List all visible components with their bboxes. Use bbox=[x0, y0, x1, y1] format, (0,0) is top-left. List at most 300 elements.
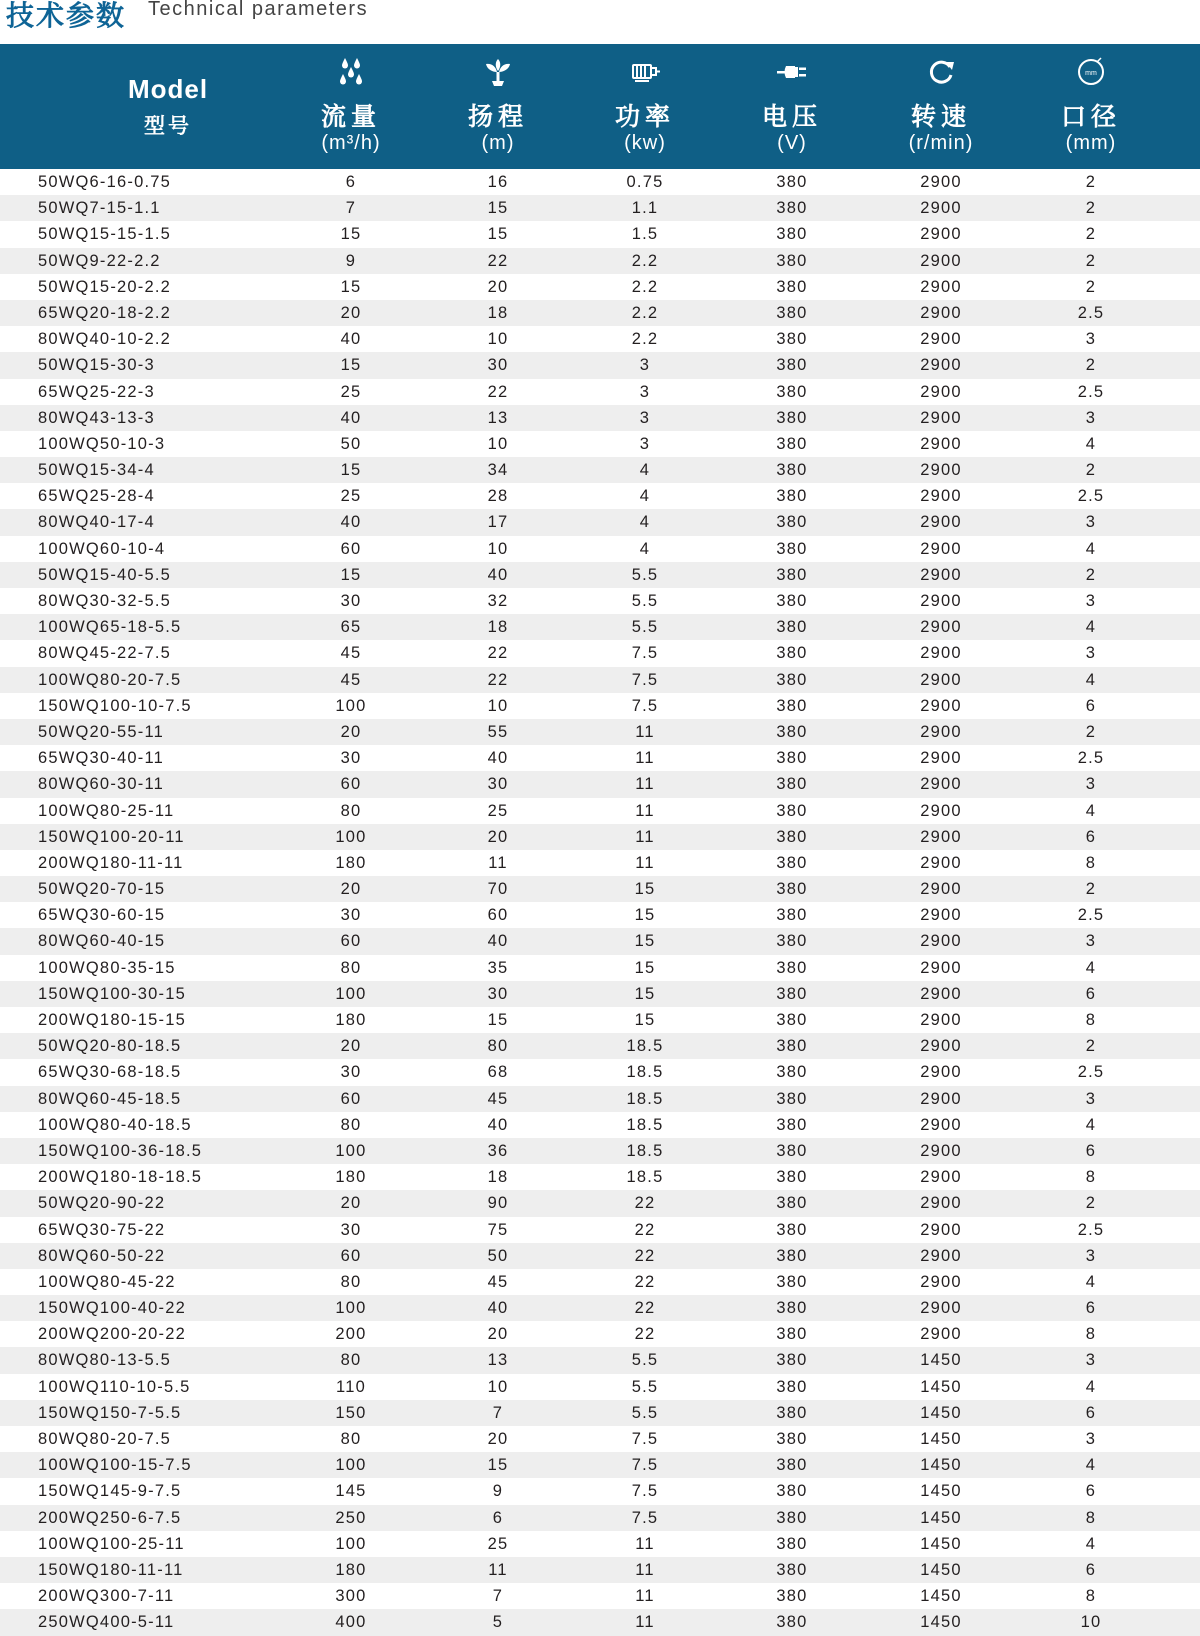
table-row bbox=[0, 1609, 1200, 1635]
cell-speed: 2900 bbox=[920, 199, 962, 218]
cell-head: 30 bbox=[487, 775, 509, 794]
cell-diameter: 8 bbox=[1085, 1587, 1097, 1606]
cell-model: 100WQ80-45-22 bbox=[38, 1272, 176, 1291]
header-diameter-unit: (mm) bbox=[1065, 132, 1117, 154]
cell-speed: 2900 bbox=[920, 513, 962, 532]
cell-voltage: 380 bbox=[776, 434, 808, 453]
cell-speed: 1450 bbox=[920, 1430, 962, 1448]
cell-diameter: 6 bbox=[1085, 696, 1097, 715]
cell-model: 80WQ40-17-4 bbox=[38, 513, 155, 532]
cell-head: 40 bbox=[487, 1299, 509, 1318]
cell-power: 22 bbox=[634, 1194, 656, 1213]
table-row bbox=[0, 667, 1200, 693]
cell-diameter: 3 bbox=[1085, 1089, 1097, 1108]
cell-flow: 9 bbox=[345, 251, 357, 270]
cell-head: 7 bbox=[492, 1587, 504, 1606]
cell-power: 22 bbox=[634, 1246, 656, 1265]
header-voltage bbox=[737, 44, 847, 169]
cell-voltage: 380 bbox=[776, 199, 808, 218]
cell-power: 3 bbox=[639, 408, 651, 427]
table-row bbox=[0, 1269, 1200, 1295]
cell-model: 150WQ150-7-5.5 bbox=[38, 1403, 182, 1422]
cell-diameter: 3 bbox=[1085, 1430, 1097, 1448]
cell-power: 5.5 bbox=[631, 592, 659, 610]
cell-flow: 15 bbox=[340, 225, 362, 244]
cell-voltage: 380 bbox=[776, 330, 808, 349]
cell-head: 80 bbox=[487, 1037, 509, 1056]
cell-diameter: 3 bbox=[1085, 330, 1097, 349]
cell-diameter: 4 bbox=[1085, 958, 1097, 977]
cell-diameter: 2.5 bbox=[1077, 487, 1105, 506]
cell-diameter: 10 bbox=[1080, 1613, 1102, 1632]
cell-speed: 2900 bbox=[920, 487, 962, 506]
cell-speed: 2900 bbox=[920, 1063, 962, 1082]
cell-diameter: 3 bbox=[1085, 513, 1097, 532]
table-row bbox=[0, 1190, 1200, 1216]
cell-power: 7.5 bbox=[631, 670, 659, 689]
header-voltage-label: 电压 bbox=[761, 102, 822, 131]
cell-diameter: 2 bbox=[1085, 1037, 1097, 1056]
table-row bbox=[0, 1217, 1200, 1243]
cell-head: 15 bbox=[487, 199, 509, 218]
cell-diameter: 4 bbox=[1085, 618, 1097, 637]
cell-head: 9 bbox=[492, 1482, 504, 1501]
cell-diameter: 3 bbox=[1085, 775, 1097, 794]
cell-model: 80WQ30-32-5.5 bbox=[38, 592, 171, 610]
cell-flow: 100 bbox=[335, 827, 367, 846]
header-flow-unit: (m³/h) bbox=[321, 132, 381, 154]
cell-diameter: 2 bbox=[1085, 225, 1097, 244]
cell-model: 50WQ20-90-22 bbox=[38, 1194, 166, 1213]
cell-head: 34 bbox=[487, 461, 509, 480]
cell-voltage: 380 bbox=[776, 880, 808, 899]
header-speed-unit: (r/min) bbox=[908, 132, 974, 154]
table-row bbox=[0, 562, 1200, 588]
cell-flow: 80 bbox=[340, 1430, 362, 1448]
cell-head: 35 bbox=[487, 958, 509, 977]
cell-diameter: 4 bbox=[1085, 1534, 1097, 1553]
cell-head: 70 bbox=[487, 880, 509, 899]
cell-head: 40 bbox=[487, 749, 509, 768]
cell-model: 200WQ180-15-15 bbox=[38, 1011, 186, 1029]
cell-voltage: 380 bbox=[776, 749, 808, 768]
cell-head: 32 bbox=[487, 592, 509, 610]
cell-diameter: 8 bbox=[1085, 1011, 1097, 1029]
cell-power: 3 bbox=[639, 356, 651, 375]
cell-speed: 2900 bbox=[920, 932, 962, 951]
cell-voltage: 380 bbox=[776, 303, 808, 322]
table-row bbox=[0, 1531, 1200, 1557]
table-row bbox=[0, 614, 1200, 640]
page-title: 技术参数 bbox=[6, 0, 127, 32]
table-row bbox=[0, 326, 1200, 352]
cell-model: 50WQ15-40-5.5 bbox=[38, 565, 171, 584]
cell-voltage: 380 bbox=[776, 225, 808, 244]
cell-power: 2.2 bbox=[631, 303, 659, 322]
cell-flow: 100 bbox=[335, 1534, 367, 1553]
cell-model: 100WQ50-10-3 bbox=[38, 434, 166, 453]
cell-head: 13 bbox=[487, 408, 509, 427]
cell-flow: 30 bbox=[340, 906, 362, 925]
cell-model: 100WQ65-18-5.5 bbox=[38, 618, 182, 637]
cell-speed: 2900 bbox=[920, 880, 962, 899]
cell-model: 150WQ100-10-7.5 bbox=[38, 696, 192, 715]
cell-voltage: 380 bbox=[776, 1508, 808, 1527]
cell-speed: 2900 bbox=[920, 827, 962, 846]
cell-speed: 2900 bbox=[920, 225, 962, 244]
cell-power: 18.5 bbox=[626, 1037, 664, 1056]
cell-voltage: 380 bbox=[776, 1115, 808, 1134]
cell-diameter: 6 bbox=[1085, 984, 1097, 1003]
table-row bbox=[0, 1086, 1200, 1112]
table-row bbox=[0, 745, 1200, 771]
cell-diameter: 3 bbox=[1085, 592, 1097, 610]
cell-power: 18.5 bbox=[626, 1063, 664, 1082]
header-voltage-unit: (V) bbox=[777, 132, 807, 154]
cell-power: 4 bbox=[639, 487, 651, 506]
cell-head: 18 bbox=[487, 303, 509, 322]
cell-power: 5.5 bbox=[631, 618, 659, 637]
cell-flow: 25 bbox=[340, 487, 362, 506]
cell-head: 10 bbox=[487, 434, 509, 453]
table-row bbox=[0, 588, 1200, 614]
cell-voltage: 380 bbox=[776, 722, 808, 741]
caliber-icon bbox=[1075, 56, 1107, 88]
cell-flow: 180 bbox=[335, 1011, 367, 1029]
cell-voltage: 380 bbox=[776, 408, 808, 427]
cell-flow: 30 bbox=[340, 592, 362, 610]
plug-icon bbox=[776, 56, 808, 88]
cell-head: 22 bbox=[487, 670, 509, 689]
cell-speed: 2900 bbox=[920, 749, 962, 768]
cell-voltage: 380 bbox=[776, 853, 808, 872]
cell-speed: 2900 bbox=[920, 565, 962, 584]
cell-voltage: 380 bbox=[776, 1613, 808, 1632]
table-row bbox=[0, 1138, 1200, 1164]
cell-head: 11 bbox=[488, 853, 508, 872]
cell-model: 50WQ15-20-2.2 bbox=[38, 277, 171, 296]
cell-speed: 2900 bbox=[920, 461, 962, 480]
cell-voltage: 380 bbox=[776, 932, 808, 951]
cell-flow: 60 bbox=[340, 1089, 362, 1108]
cell-power: 22 bbox=[634, 1325, 656, 1344]
cell-diameter: 6 bbox=[1085, 1299, 1097, 1318]
cell-power: 11 bbox=[635, 1613, 655, 1632]
cell-power: 2.2 bbox=[631, 251, 659, 270]
cell-flow: 110 bbox=[336, 1377, 366, 1396]
cell-head: 15 bbox=[487, 1011, 509, 1029]
cell-model: 50WQ15-34-4 bbox=[38, 461, 155, 480]
cell-speed: 2900 bbox=[920, 251, 962, 270]
cell-head: 25 bbox=[487, 1534, 509, 1553]
table-row bbox=[0, 1426, 1200, 1452]
header-power bbox=[590, 44, 700, 169]
cell-voltage: 380 bbox=[776, 356, 808, 375]
table-row bbox=[0, 509, 1200, 535]
cell-model: 80WQ43-13-3 bbox=[38, 408, 155, 427]
cell-power: 1.5 bbox=[631, 225, 659, 244]
table-row bbox=[0, 1400, 1200, 1426]
table-row bbox=[0, 1007, 1200, 1033]
table-row bbox=[0, 1059, 1200, 1085]
cell-voltage: 380 bbox=[776, 1587, 808, 1606]
cell-voltage: 380 bbox=[776, 1351, 808, 1370]
fountain-icon bbox=[482, 56, 514, 88]
cell-head: 25 bbox=[487, 801, 509, 820]
page-title-bar bbox=[0, 0, 1200, 44]
table-row bbox=[0, 1505, 1200, 1531]
cell-power: 11 bbox=[635, 722, 655, 741]
cell-voltage: 380 bbox=[776, 618, 808, 637]
cell-voltage: 380 bbox=[776, 906, 808, 925]
cell-model: 100WQ100-25-11 bbox=[38, 1534, 185, 1553]
cell-power: 11 bbox=[635, 749, 655, 768]
cell-speed: 1450 bbox=[920, 1456, 962, 1475]
cell-speed: 2900 bbox=[920, 539, 962, 558]
cell-speed: 2900 bbox=[920, 173, 962, 191]
cell-speed: 2900 bbox=[920, 696, 962, 715]
cell-diameter: 6 bbox=[1085, 827, 1097, 846]
cell-power: 5.5 bbox=[631, 565, 659, 584]
cell-model: 100WQ80-25-11 bbox=[38, 801, 175, 820]
cell-model: 50WQ20-55-11 bbox=[38, 722, 164, 741]
cell-speed: 2900 bbox=[920, 1037, 962, 1056]
cell-diameter: 4 bbox=[1085, 670, 1097, 689]
cell-model: 80WQ60-40-15 bbox=[38, 932, 166, 951]
cell-head: 36 bbox=[487, 1141, 509, 1160]
cell-speed: 1450 bbox=[920, 1351, 962, 1370]
cell-model: 50WQ20-70-15 bbox=[38, 880, 166, 899]
cell-speed: 1450 bbox=[920, 1613, 962, 1632]
cell-speed: 2900 bbox=[920, 1246, 962, 1265]
cell-speed: 2900 bbox=[920, 277, 962, 296]
cell-voltage: 380 bbox=[776, 1272, 808, 1291]
table-row bbox=[0, 1033, 1200, 1059]
cell-model: 100WQ80-40-18.5 bbox=[38, 1115, 192, 1134]
cell-diameter: 2 bbox=[1085, 251, 1097, 270]
cell-power: 5.5 bbox=[631, 1377, 659, 1396]
cell-model: 65WQ25-22-3 bbox=[38, 382, 155, 401]
cell-flow: 80 bbox=[340, 1272, 362, 1291]
cell-diameter: 3 bbox=[1085, 1351, 1097, 1370]
cell-power: 11 bbox=[635, 1587, 655, 1606]
cell-power: 18.5 bbox=[626, 1115, 664, 1134]
cell-diameter: 2 bbox=[1085, 1194, 1097, 1213]
cell-model: 65WQ20-18-2.2 bbox=[38, 303, 171, 322]
cell-head: 45 bbox=[487, 1272, 509, 1291]
cell-diameter: 6 bbox=[1085, 1141, 1097, 1160]
cell-speed: 2900 bbox=[920, 670, 962, 689]
cell-voltage: 380 bbox=[776, 958, 808, 977]
cell-voltage: 380 bbox=[776, 539, 808, 558]
cell-voltage: 380 bbox=[776, 827, 808, 846]
cell-model: 65WQ25-28-4 bbox=[38, 487, 155, 506]
cell-model: 150WQ100-30-15 bbox=[38, 984, 186, 1003]
cell-flow: 60 bbox=[340, 539, 362, 558]
cell-model: 150WQ100-20-11 bbox=[38, 827, 185, 846]
cell-model: 50WQ15-30-3 bbox=[38, 356, 155, 375]
cell-speed: 2900 bbox=[920, 1168, 962, 1187]
cell-model: 80WQ45-22-7.5 bbox=[38, 644, 171, 663]
table-row bbox=[0, 1557, 1200, 1583]
cell-speed: 2900 bbox=[920, 1299, 962, 1318]
table-row bbox=[0, 1374, 1200, 1400]
cell-flow: 15 bbox=[340, 461, 362, 480]
table-row bbox=[0, 955, 1200, 981]
table-row bbox=[0, 169, 1200, 195]
water-drops-icon bbox=[335, 56, 367, 88]
cell-diameter: 2 bbox=[1085, 277, 1097, 296]
table-row bbox=[0, 1164, 1200, 1190]
cell-voltage: 380 bbox=[776, 801, 808, 820]
cell-flow: 50 bbox=[340, 434, 362, 453]
cell-power: 7.5 bbox=[631, 1508, 659, 1527]
cell-speed: 2900 bbox=[920, 382, 962, 401]
cell-power: 11 bbox=[635, 1560, 655, 1579]
cell-power: 15 bbox=[634, 958, 656, 977]
cell-power: 11 bbox=[635, 775, 655, 794]
cell-diameter: 2 bbox=[1085, 173, 1097, 191]
cell-flow: 60 bbox=[340, 775, 362, 794]
cell-power: 11 bbox=[635, 827, 655, 846]
table-row bbox=[0, 1295, 1200, 1321]
cell-model: 100WQ100-15-7.5 bbox=[38, 1456, 192, 1475]
cell-model: 50WQ15-15-1.5 bbox=[38, 225, 171, 244]
cell-diameter: 4 bbox=[1085, 801, 1097, 820]
cell-head: 6 bbox=[492, 1508, 504, 1527]
table-row bbox=[0, 221, 1200, 247]
table-row bbox=[0, 1583, 1200, 1609]
cell-power: 18.5 bbox=[626, 1168, 664, 1187]
table-row bbox=[0, 1478, 1200, 1504]
cell-diameter: 6 bbox=[1085, 1403, 1097, 1422]
cell-flow: 180 bbox=[335, 1168, 367, 1187]
cell-head: 50 bbox=[487, 1246, 509, 1265]
table-row bbox=[0, 876, 1200, 902]
cell-model: 65WQ30-40-11 bbox=[38, 749, 164, 768]
cell-diameter: 4 bbox=[1085, 539, 1097, 558]
cell-speed: 2900 bbox=[920, 801, 962, 820]
cell-model: 80WQ60-45-18.5 bbox=[38, 1089, 182, 1108]
header-head-label: 扬程 bbox=[467, 102, 528, 131]
header-flow-label: 流量 bbox=[320, 102, 381, 131]
cell-flow: 30 bbox=[340, 1220, 362, 1239]
table-row bbox=[0, 928, 1200, 954]
cell-power: 7.5 bbox=[631, 696, 659, 715]
cell-speed: 2900 bbox=[920, 303, 962, 322]
cell-model: 65WQ30-60-15 bbox=[38, 906, 166, 925]
cell-head: 10 bbox=[487, 330, 509, 349]
table-row bbox=[0, 1243, 1200, 1269]
table-row bbox=[0, 1347, 1200, 1373]
table-row bbox=[0, 1112, 1200, 1138]
cell-diameter: 2 bbox=[1085, 565, 1097, 584]
cell-model: 100WQ80-35-15 bbox=[38, 958, 176, 977]
cell-flow: 80 bbox=[340, 958, 362, 977]
cell-power: 18.5 bbox=[626, 1141, 664, 1160]
table-row bbox=[0, 824, 1200, 850]
cell-voltage: 380 bbox=[776, 670, 808, 689]
cell-flow: 80 bbox=[340, 1351, 362, 1370]
cell-diameter: 6 bbox=[1085, 1482, 1097, 1501]
cell-head: 28 bbox=[487, 487, 509, 506]
cell-flow: 65 bbox=[340, 618, 362, 637]
cell-model: 200WQ180-18-18.5 bbox=[38, 1168, 203, 1187]
cell-speed: 2900 bbox=[920, 1220, 962, 1239]
cell-head: 40 bbox=[487, 565, 509, 584]
cell-diameter: 3 bbox=[1085, 932, 1097, 951]
cell-diameter: 2 bbox=[1085, 356, 1097, 375]
cell-model: 150WQ180-11-11 bbox=[38, 1560, 184, 1579]
cell-power: 2.2 bbox=[631, 330, 659, 349]
header-model-en: Model bbox=[127, 74, 209, 104]
cell-speed: 2900 bbox=[920, 906, 962, 925]
cell-power: 7.5 bbox=[631, 1456, 659, 1475]
cell-head: 60 bbox=[487, 906, 509, 925]
header-flow bbox=[296, 44, 406, 169]
table-row bbox=[0, 352, 1200, 378]
cell-speed: 2900 bbox=[920, 1194, 962, 1213]
cell-speed: 1450 bbox=[920, 1482, 962, 1501]
cell-head: 15 bbox=[487, 225, 509, 244]
cell-flow: 80 bbox=[340, 1115, 362, 1134]
cell-power: 11 bbox=[635, 853, 655, 872]
cell-flow: 20 bbox=[340, 722, 362, 741]
cell-diameter: 8 bbox=[1085, 1325, 1097, 1344]
cell-speed: 2900 bbox=[920, 644, 962, 663]
cell-flow: 45 bbox=[340, 670, 362, 689]
cell-diameter: 4 bbox=[1085, 1115, 1097, 1134]
cell-power: 0.75 bbox=[626, 173, 664, 191]
cell-power: 15 bbox=[634, 932, 656, 951]
cell-flow: 15 bbox=[340, 565, 362, 584]
cell-voltage: 380 bbox=[776, 1325, 808, 1344]
cell-flow: 100 bbox=[335, 696, 367, 715]
cell-head: 11 bbox=[488, 1560, 508, 1579]
cell-diameter: 8 bbox=[1085, 1168, 1097, 1187]
cell-power: 3 bbox=[639, 382, 651, 401]
cell-model: 150WQ145-9-7.5 bbox=[38, 1482, 182, 1501]
header-speed-label: 转速 bbox=[910, 102, 971, 131]
cell-flow: 150 bbox=[335, 1403, 367, 1422]
header-speed bbox=[876, 44, 1006, 169]
table-row bbox=[0, 640, 1200, 666]
spec-table bbox=[0, 169, 1200, 1636]
cell-power: 11 bbox=[635, 801, 655, 820]
cell-diameter: 2 bbox=[1085, 880, 1097, 899]
cell-flow: 30 bbox=[340, 749, 362, 768]
cell-head: 20 bbox=[487, 1325, 509, 1344]
cell-voltage: 380 bbox=[776, 1194, 808, 1213]
cell-model: 250WQ400-5-11 bbox=[38, 1613, 175, 1632]
cell-diameter: 2.5 bbox=[1077, 303, 1105, 322]
cell-voltage: 380 bbox=[776, 1220, 808, 1239]
cell-speed: 2900 bbox=[920, 408, 962, 427]
cell-power: 15 bbox=[634, 984, 656, 1003]
table-row bbox=[0, 693, 1200, 719]
cell-diameter: 2 bbox=[1085, 722, 1097, 741]
cell-flow: 40 bbox=[340, 513, 362, 532]
cell-speed: 2900 bbox=[920, 1089, 962, 1108]
cell-speed: 2900 bbox=[920, 1115, 962, 1134]
cell-model: 200WQ250-6-7.5 bbox=[38, 1508, 182, 1527]
table-header bbox=[0, 44, 1200, 169]
cell-head: 5 bbox=[492, 1613, 504, 1632]
svg-text:mm: mm bbox=[1085, 70, 1097, 77]
cell-voltage: 380 bbox=[776, 1430, 808, 1448]
header-power-label: 功率 bbox=[614, 102, 675, 131]
cell-voltage: 380 bbox=[776, 487, 808, 506]
